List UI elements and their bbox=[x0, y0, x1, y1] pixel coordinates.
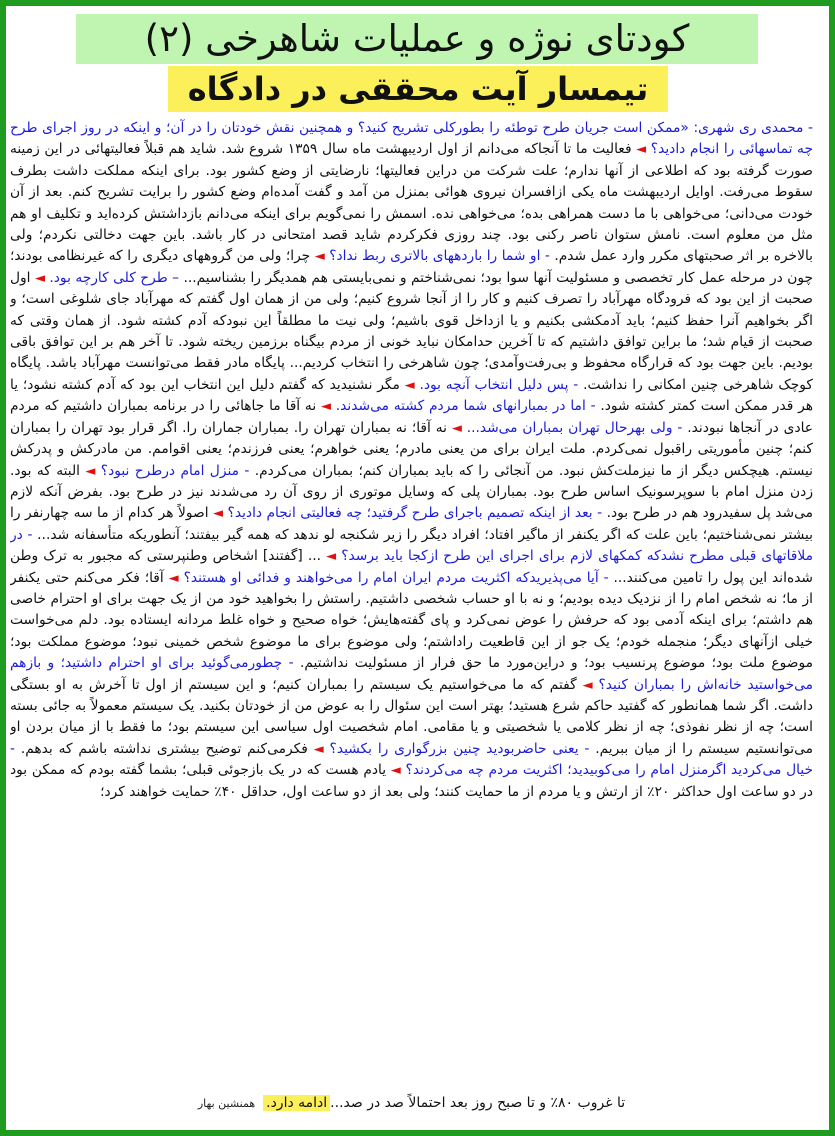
page-title: کودتای نوژه و عملیات شاهرخی (۲) bbox=[76, 14, 758, 64]
question-text: - ولی بهرحال تهران بمباران می‌شد... bbox=[466, 419, 683, 436]
arrow-marker-icon: ◄ bbox=[451, 420, 462, 436]
article-body bbox=[10, 118, 813, 1088]
arrow-marker-icon: ◄ bbox=[636, 142, 647, 158]
closing-text: تا غروب ۸۰٪ و تا صبح روز بعد احتمالاً صد در صد... bbox=[330, 1095, 626, 1111]
arrow-marker-icon: ◄ bbox=[404, 377, 415, 393]
continued-label: ادامه دارد. bbox=[263, 1095, 330, 1111]
question-text: - یعنی حاضربودید چنین بزرگواری را بکشید؟ bbox=[329, 740, 590, 757]
question-text: - اما در بمبارانهای شما مردم کشته می‌شدند. bbox=[335, 398, 596, 415]
arrow-marker-icon: ◄ bbox=[320, 399, 331, 415]
arrow-marker-icon: ◄ bbox=[213, 506, 224, 522]
arrow-marker-icon: ◄ bbox=[390, 763, 401, 779]
question-text: - آیا می‌پذیریدکه اکثریت مردم ایران امام را می‌خواهند و فدائی او هستند؟ bbox=[183, 569, 609, 586]
answer-text: گفتم که ما می‌خواستیم یک سیستم را بمباران کنیم؛ و این سیستم از اول تا آخرش به او بستگی داشت. اگر شما همانطور که گفتید حاکم شرع هستید؛ بهتر است این سئوال را به عوض من از خودتان بکنید. یک سیستم معمولاً به جائی بسته است؛ چه از نظر نفوذی؛ چه از نظر کلامی یا شخصیتی و یا مقامی. امام شخصیت اول سیاسی این سیستم بود؛ ما فقط با از میان بردن او می‌توانستیم سیستم را از میان ببریم. bbox=[10, 676, 813, 757]
question-text: - پس دلیل انتخاب آنچه بود. bbox=[419, 376, 579, 393]
answer-text: مگر نشنیدید که گفتم دلیل این انتخاب این بود که آدم کشته نشود؛ یا هر قدر ممکن است کمتر کشته شود. bbox=[10, 376, 813, 415]
answer-text: البته که بود. زدن منزل امام با سوپرسونیک اساس طرح بود. بمباران پلی که وسایل موتوری از روی آن رد می‌شدند نیز در طرح بود. بفرض آنکه لازم می‌شد پل سفیدرود هم در طرح بود. bbox=[10, 462, 813, 522]
arrow-marker-icon: ◄ bbox=[326, 549, 337, 565]
answer-text: فکرمی‌کنم توضیح بیشتری نداشته باشم که بدهم. bbox=[20, 740, 308, 757]
source-credit: همنشین بهار bbox=[197, 1097, 256, 1110]
answer-text: نه آقا ما جاهائی را در برنامه بمباران داشتیم که مردم عادی در آنجاها نبودند. bbox=[10, 398, 813, 436]
answer-text: چرا؛ ولی من گروههای دیگری را که غیرنظامی بودند؛ چون در مرحله عمل کار تخصصی و مسئولیت آنها سوا بود؛ نمی‌شناختم و نمی‌بایستی هم همدیگر را بشناسیم... bbox=[10, 248, 813, 286]
question-text: - منزل امام درطرح نبود؟ bbox=[100, 462, 250, 479]
answer-text: آقا؛ فکر می‌کنم حتی یکنفر از ما؛ نه شخص امام را از نزدیک دیده بودیم؛ و نه با او حساب شخصی داشتیم. راستش را بخواهید خود من از یک جهت برای او احترام خاصی هم داشتم؛ برای اینکه آدمی بود که حرفش را عوض نمی‌کرد و پای گفته‌هایش؛ خواه صحیح و خواه غلط مردانه ایستاده بود. دلم می‌خواست خیلی ازآنهای دیگر؛ منجمله خودم؛ یک جو از این قاطعیت راداشتم؛ ولی موضوع برای ما موضوع شخص خمینی نبود؛ موضوع مملکت بود؛ موضوع ملت بود؛ موضوع پرنسیب بود؛ و دراین‌مورد ما حق فرار از مسئولیت نداشتیم. bbox=[10, 569, 813, 672]
answer-text: اصولاً هر کدام از ما سه چهارنفر را بیشتر نمی‌شناختیم؛ باین علت که اگر یکنفر از ماگیر افتاد؛ افراد دیگر را زیر شکنجه لو ندهد که همه گیر بیفتند؛ آنطوریکه متأسفانه شد... bbox=[10, 505, 813, 543]
arrow-marker-icon: ◄ bbox=[313, 741, 324, 757]
question-text: - بعد از اینکه تصمیم باجرای طرح گرفتید؛ چه فعالیتی انجام دادید؟ bbox=[227, 505, 603, 522]
answer-text: نه آقا؛ نه بمباران تهران را. بمباران جماران را. اگر قرار بود تهران را بمباران کنم؛ چنین مأموریتی راقبول نمی‌کردم. ملت ایران برای من یعنی مادرم؛ یعنی خواهرم؛ یعنی فرزندم؛ یعنی اقوامم. من مادرکش و پدرکش نیستم. هیچکس دیگر از ما نیزملت‌کش نبود. من آنجائی را که باید بمباران کنم؛ بمباران می‌کردم. bbox=[10, 419, 813, 479]
question-text: - خیال می‌کردید اگرمنزل امام را می‌کوبیدید؛ اکثریت مردم چه می‌کردند؟ bbox=[10, 740, 813, 779]
arrow-marker-icon: ◄ bbox=[85, 463, 96, 479]
question-text: - چطورمی‌گوئید برای او احترام داشتید؛ و بازهم می‌خواستید خانه‌اش را بمباران کنید؟ bbox=[10, 655, 813, 693]
arrow-marker-icon: ◄ bbox=[34, 270, 45, 286]
answer-text: فعالیت ما تا آنجاکه می‌دانم از اول اردیبهشت ماه سال ۱۳۵۹ شروع شد. شاید هم قبلاً فعالیتهائی در این زمینه صورت گرفته بود که اطلاعی از آنها ندارم؛ علت شرکت من دراین فعالیتها؛ نارضایتی از وضع کشور بود. برای اینکه مملکت داشت بطرف سقوط می‌رفت. اوایل اردیبهشت ماه یکی ازافسران نیروی هوائی بمنزل من آمد و گفت آمده‌ام وضع کشور را برایت تشریح کنم. بعد از آن خودت می‌دانی؛ می‌خواهی با ما دست همراهی بده؛ می‌خواهی نده. اسمش را نمی‌گویم برای اینکه می‌دانم بازداشتش کرده‌اید و تکلیف او هم مثل من معلوم است. نامش ستوان ناصر رکنی بود. چند روزی فکرکردم شاید قصد امتحانی در کار باشد. باین جهت دخالتی نکردم؛ ولی بالاخره بر اثر صحبتهای مکرر وارد عمل شدم. bbox=[10, 141, 813, 265]
arrow-marker-icon: ◄ bbox=[314, 249, 325, 265]
question-text: - در ملاقاتهای قبلی مطرح نشدکه کمکهای لازم برای اجرای این طرح ازکجا باید برسد؟ bbox=[10, 526, 813, 565]
answer-text: یادم هست که در یک بازجوئی قبلی؛ بشما گفته بودم که ممکن بود در دو ساعت اول حداکثر ۲۰٪ از ارتش و یا مردم از ما حمایت کنند؛ ولی بعد از دو ساعت اول، حداقل ۴۰٪ حمایت خواهند کرد؛ bbox=[10, 762, 813, 800]
arrow-marker-icon: ◄ bbox=[582, 677, 593, 693]
question-text: - محمدی ری شهری: «ممکن است جریان طرح توطئه را بطورکلی تشریح کنید؟ و همچنین نقش خودتان را در آن؛ و اینکه در روز اجرای طرح چه تماسهائی را انجام دادید؟ bbox=[10, 120, 813, 158]
question-text: - او شما را باردههای بالاتری ربط نداد؟ bbox=[329, 248, 550, 265]
closing-line bbox=[10, 1088, 813, 1118]
page-subtitle: تیمسار آیت محققی در دادگاه bbox=[168, 66, 668, 112]
answer-text: ... [گفتند] اشخاص وطنپرستی که مجبور به ترک وطن شده‌اند این پول را تامین می‌کنند... bbox=[10, 548, 813, 586]
arrow-marker-icon: ◄ bbox=[168, 570, 179, 586]
answer-text: اول صحبت از این بود که فرودگاه مهرآباد را تصرف کنیم و کار را از آنجا شروع کنیم؛ ولی من از همان اول گفتم که مهرآباد جای شلوغی است؛ و اگر بخواهیم آنرا حفظ کنیم؛ باید آدمکشی بکنیم و یا ازداخل قوی باشیم؛ ولی نیت ما مطلقاً این نبودکه آدم کشته شود. از همان وقتی که صحبت از قیام شد؛ ما براین توافق داشتیم که تا آخرین حدامکان نباید خونی از مردم بیگناه برزمین ریخته شود. تا آخر هم بر این توافق باقی بودیم. باین جهت بود که قرارگاه محفوظ و بی‌رفت‌وآمدی؛ چون شاهرخی را انتخاب کردیم... پایگاه مادر فقط می‌توانست مهرآباد باشد. پایگاه کوچک شاهرخی چنین امکانی را نداشت. bbox=[10, 269, 813, 393]
question-text: – طرح کلی کارچه بود. bbox=[49, 269, 180, 286]
